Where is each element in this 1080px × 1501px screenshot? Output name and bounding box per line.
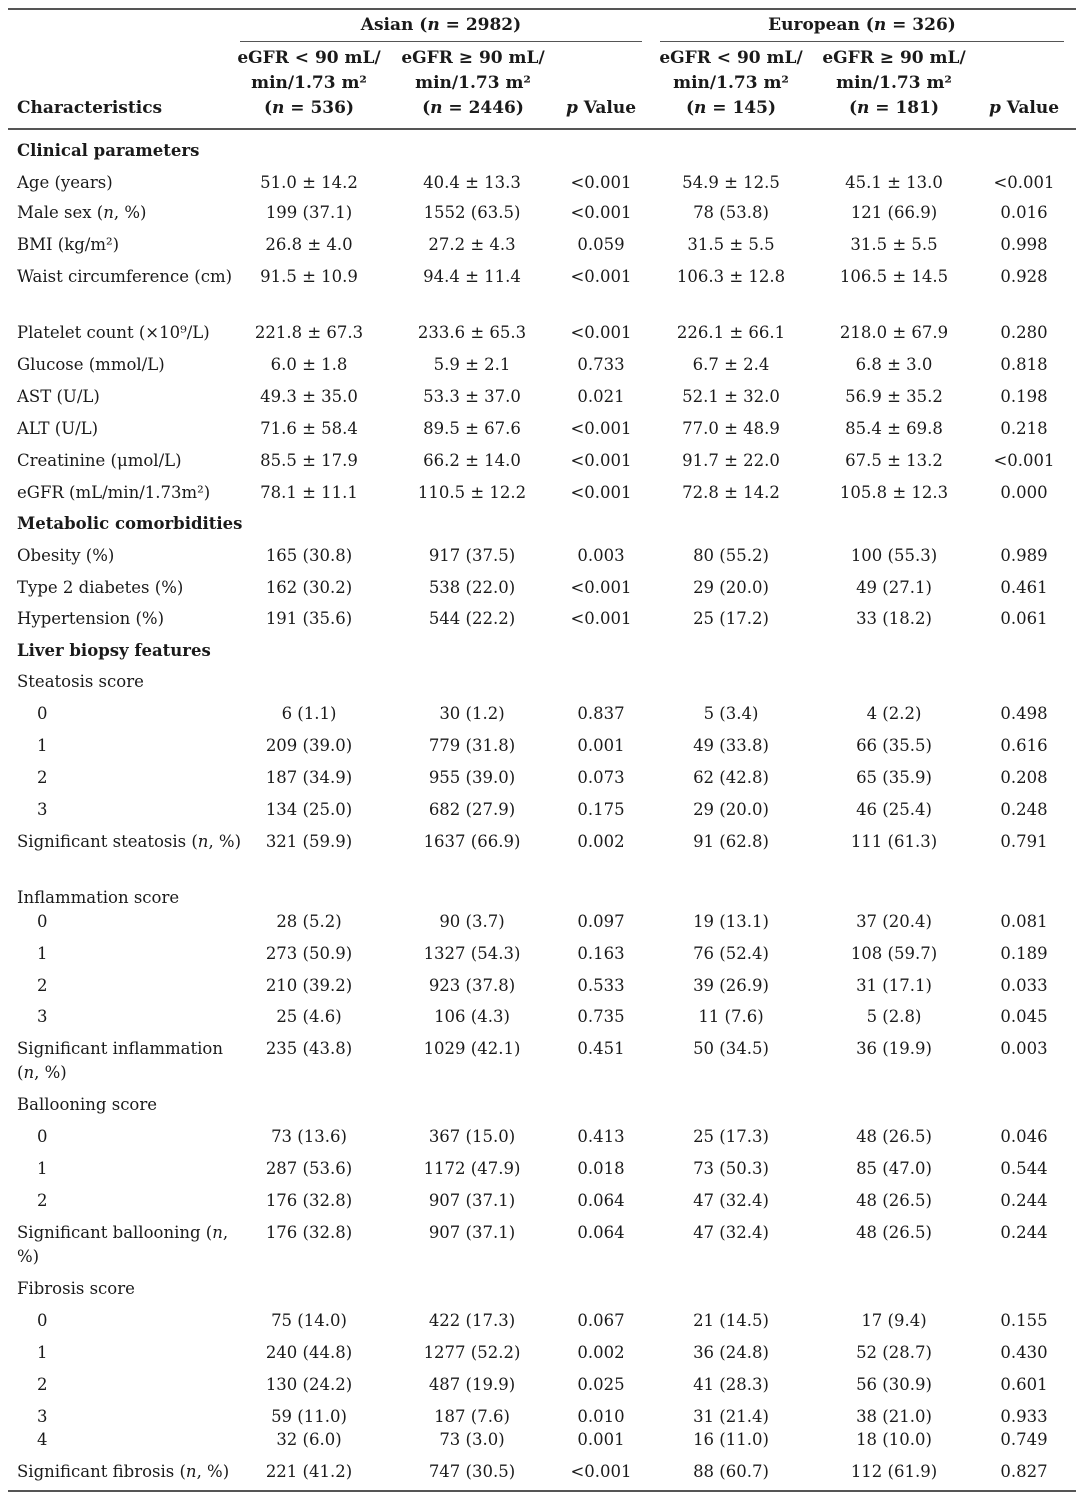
- cell-asian-lt90: 221 (41.2): [265, 1462, 353, 1481]
- cell-asian-lt90: 321 (59.9): [265, 832, 353, 851]
- cell-european-ge90: 85 (47.0): [856, 1159, 932, 1178]
- row-label: Steatosis score: [17, 672, 144, 691]
- row-label: 3: [37, 1407, 48, 1426]
- cell-european-lt90: 6.7 ± 2.4: [692, 355, 770, 374]
- cell-asian-ge90: 1327 (54.3): [423, 944, 521, 963]
- cell-european-ge90: 36 (19.9): [856, 1039, 932, 1058]
- cell-european-pvalue: 0.244: [1000, 1191, 1048, 1210]
- cell-asian-lt90: 73 (13.6): [271, 1127, 347, 1146]
- cell-european-pvalue: 0.601: [1000, 1375, 1048, 1394]
- col-header-asian-pvalue: p Value: [565, 98, 637, 118]
- cell-european-ge90: 45.1 ± 13.0: [845, 173, 943, 192]
- cell-european-pvalue: 0.033: [1000, 976, 1048, 995]
- cell-european-ge90: 112 (61.9): [850, 1462, 938, 1481]
- cell-european-ge90: 4 (2.2): [866, 704, 922, 723]
- cell-asian-lt90: 75 (14.0): [271, 1311, 347, 1330]
- row-label: 0: [37, 1311, 48, 1330]
- cell-european-pvalue: 0.818: [1000, 355, 1048, 374]
- cell-european-ge90: 48 (26.5): [856, 1223, 932, 1242]
- col-header-european-lt90: [650, 46, 812, 121]
- cell-asian-ge90: 66.2 ± 14.0: [423, 451, 521, 470]
- cell-asian-ge90: 1637 (66.9): [423, 832, 521, 851]
- cell-european-pvalue: 0.544: [1000, 1159, 1048, 1178]
- cell-asian-pvalue: 0.064: [577, 1191, 625, 1210]
- cell-asian-pvalue: <0.001: [570, 451, 632, 470]
- row-label: 1: [37, 1159, 48, 1178]
- row-label: Ballooning score: [17, 1095, 158, 1114]
- cell-asian-pvalue: 0.002: [577, 832, 625, 851]
- cell-asian-ge90: 73 (3.0): [439, 1430, 505, 1449]
- cell-asian-pvalue: 0.533: [577, 976, 625, 995]
- row-label: 2: [37, 768, 48, 787]
- cell-asian-ge90: 53.3 ± 37.0: [423, 387, 521, 406]
- cell-european-ge90: 56 (30.9): [856, 1375, 932, 1394]
- row-label: 1: [37, 944, 48, 963]
- row-label: 4: [37, 1430, 48, 1449]
- row-label: 3: [37, 1007, 48, 1026]
- cell-european-ge90: 108 (59.7): [850, 944, 938, 963]
- cell-asian-lt90: 240 (44.8): [265, 1343, 353, 1362]
- cell-european-pvalue: 0.198: [1000, 387, 1048, 406]
- row-label: Platelet count (×10⁹/L): [17, 323, 210, 342]
- row-label: AST (U/L): [17, 387, 100, 406]
- table-top-rule: [8, 8, 1076, 10]
- cell-european-lt90: 76 (52.4): [693, 944, 769, 963]
- cell-european-lt90: 91.7 ± 22.0: [682, 451, 780, 470]
- cell-european-lt90: 47 (32.4): [693, 1223, 769, 1242]
- cell-european-pvalue: 0.749: [1000, 1430, 1048, 1449]
- header-bottom-rule: [8, 128, 1076, 130]
- row-label: Significant steatosis (n, %): [17, 832, 242, 851]
- col-header-n: (n = 181): [848, 98, 940, 118]
- row-label: Fibrosis score: [17, 1279, 135, 1298]
- cell-european-lt90: 25 (17.3): [693, 1127, 769, 1146]
- col-header-line2: min/1.73 m²: [251, 73, 367, 93]
- cell-european-lt90: 47 (32.4): [693, 1191, 769, 1210]
- cell-asian-ge90: 538 (22.0): [428, 578, 516, 597]
- row-label: eGFR (mL/min/1.73m²): [17, 483, 211, 502]
- cell-european-ge90: 49 (27.1): [856, 578, 932, 597]
- cell-asian-pvalue: 0.021: [577, 387, 625, 406]
- cell-asian-pvalue: 0.059: [577, 235, 625, 254]
- section-title: Liver biopsy features: [17, 641, 211, 660]
- cell-european-pvalue: 0.616: [1000, 736, 1048, 755]
- cell-european-ge90: 5 (2.8): [866, 1007, 922, 1026]
- row-label: 2: [37, 976, 48, 995]
- cell-european-pvalue: 0.248: [1000, 800, 1048, 819]
- cell-european-ge90: 67.5 ± 13.2: [845, 451, 943, 470]
- cell-european-lt90: 31.5 ± 5.5: [687, 235, 775, 254]
- cell-asian-ge90: 682 (27.9): [428, 800, 516, 819]
- cell-asian-ge90: 233.6 ± 65.3: [417, 323, 527, 342]
- cell-asian-lt90: 235 (43.8): [265, 1039, 353, 1058]
- cell-asian-ge90: 917 (37.5): [428, 546, 516, 565]
- cell-european-lt90: 52.1 ± 32.0: [682, 387, 780, 406]
- cell-asian-lt90: 32 (6.0): [276, 1430, 342, 1449]
- cell-asian-ge90: 1277 (52.2): [423, 1343, 521, 1362]
- cell-asian-pvalue: 0.413: [577, 1127, 625, 1146]
- cell-european-pvalue: 0.000: [1000, 483, 1048, 502]
- row-label: Hypertension (%): [17, 609, 165, 628]
- cell-asian-ge90: 367 (15.0): [428, 1127, 516, 1146]
- cell-european-pvalue: 0.045: [1000, 1007, 1048, 1026]
- cell-asian-pvalue: 0.097: [577, 912, 625, 931]
- cell-european-ge90: 38 (21.0): [856, 1407, 932, 1426]
- cell-european-pvalue: 0.933: [1000, 1407, 1048, 1426]
- row-label: Significant fibrosis (n, %): [17, 1462, 230, 1481]
- cell-european-pvalue: 0.280: [1000, 323, 1048, 342]
- cell-european-ge90: 17 (9.4): [861, 1311, 927, 1330]
- cell-european-pvalue: <0.001: [993, 173, 1055, 192]
- cell-asian-pvalue: <0.001: [570, 483, 632, 502]
- cell-asian-ge90: 907 (37.1): [428, 1223, 516, 1242]
- cell-asian-ge90: 27.2 ± 4.3: [428, 235, 516, 254]
- cell-asian-ge90: 923 (37.8): [428, 976, 516, 995]
- cell-asian-pvalue: 0.451: [577, 1039, 625, 1058]
- group-underline-asian: [240, 41, 642, 42]
- cell-asian-ge90: 1172 (47.9): [423, 1159, 521, 1178]
- cell-asian-lt90: 221.8 ± 67.3: [254, 323, 364, 342]
- cell-european-ge90: 31.5 ± 5.5: [850, 235, 938, 254]
- cell-asian-lt90: 130 (24.2): [265, 1375, 353, 1394]
- row-label: 1: [37, 1343, 48, 1362]
- cell-european-pvalue: 0.046: [1000, 1127, 1048, 1146]
- cell-asian-lt90: 209 (39.0): [265, 736, 353, 755]
- cell-asian-pvalue: <0.001: [570, 609, 632, 628]
- cell-asian-ge90: 40.4 ± 13.3: [423, 173, 521, 192]
- cell-asian-pvalue: 0.064: [577, 1223, 625, 1242]
- cell-asian-pvalue: 0.001: [577, 736, 625, 755]
- col-header-line1: eGFR < 90 mL/: [237, 48, 381, 68]
- row-label: BMI (kg/m²): [17, 235, 120, 254]
- cell-asian-ge90: 955 (39.0): [428, 768, 516, 787]
- cell-european-pvalue: 0.461: [1000, 578, 1048, 597]
- cell-asian-lt90: 210 (39.2): [265, 976, 353, 995]
- cell-european-lt90: 41 (28.3): [693, 1375, 769, 1394]
- col-header-n: (n = 145): [685, 98, 777, 118]
- cell-european-ge90: 46 (25.4): [856, 800, 932, 819]
- cell-asian-lt90: 78.1 ± 11.1: [260, 483, 358, 502]
- cell-european-pvalue: 0.155: [1000, 1311, 1048, 1330]
- cell-asian-ge90: 544 (22.2): [428, 609, 516, 628]
- cell-asian-pvalue: 0.003: [577, 546, 625, 565]
- cell-european-ge90: 218.0 ± 67.9: [839, 323, 949, 342]
- row-label: Creatinine (μmol/L): [17, 451, 182, 470]
- cell-european-lt90: 88 (60.7): [693, 1462, 769, 1481]
- row-label: 2: [37, 1191, 48, 1210]
- row-label: Obesity (%): [17, 546, 115, 565]
- cell-asian-pvalue: 0.735: [577, 1007, 625, 1026]
- cell-asian-lt90: 59 (11.0): [271, 1407, 347, 1426]
- cell-asian-pvalue: <0.001: [570, 1462, 632, 1481]
- cell-asian-ge90: 487 (19.9): [428, 1375, 516, 1394]
- cell-european-pvalue: 0.218: [1000, 419, 1048, 438]
- cell-asian-pvalue: 0.837: [577, 704, 625, 723]
- cell-asian-ge90: 110.5 ± 12.2: [417, 483, 527, 502]
- cell-asian-ge90: 1029 (42.1): [423, 1039, 521, 1058]
- cell-european-pvalue: 0.016: [1000, 203, 1048, 222]
- cell-asian-ge90: 779 (31.8): [428, 736, 516, 755]
- cell-european-ge90: 106.5 ± 14.5: [839, 267, 949, 286]
- cell-asian-ge90: 90 (3.7): [439, 912, 505, 931]
- cell-european-lt90: 29 (20.0): [693, 578, 769, 597]
- cell-european-lt90: 49 (33.8): [693, 736, 769, 755]
- row-label: 0: [37, 704, 48, 723]
- row-label: Inflammation score: [17, 888, 180, 907]
- cell-european-ge90: 48 (26.5): [856, 1191, 932, 1210]
- cell-european-ge90: 100 (55.3): [850, 546, 938, 565]
- cell-asian-pvalue: 0.733: [577, 355, 625, 374]
- cell-european-ge90: 48 (26.5): [856, 1127, 932, 1146]
- cell-asian-lt90: 162 (30.2): [265, 578, 353, 597]
- cell-european-lt90: 31 (21.4): [693, 1407, 769, 1426]
- row-label: Significant inflammation (n, %): [17, 1039, 223, 1082]
- cell-european-pvalue: 0.081: [1000, 912, 1048, 931]
- row-label: Male sex (n, %): [17, 203, 147, 222]
- cell-european-lt90: 25 (17.2): [693, 609, 769, 628]
- cell-asian-lt90: 6.0 ± 1.8: [270, 355, 348, 374]
- col-header-line2: min/1.73 m²: [673, 73, 789, 93]
- cell-european-ge90: 111 (61.3): [850, 832, 938, 851]
- row-label: ALT (U/L): [17, 419, 99, 438]
- cell-asian-pvalue: 0.175: [577, 800, 625, 819]
- cell-asian-pvalue: 0.067: [577, 1311, 625, 1330]
- group-header-european: European (n = 326): [768, 15, 956, 35]
- cell-asian-lt90: 28 (5.2): [276, 912, 342, 931]
- cell-european-ge90: 105.8 ± 12.3: [839, 483, 949, 502]
- cell-asian-lt90: 26.8 ± 4.0: [265, 235, 353, 254]
- cell-european-ge90: 121 (66.9): [850, 203, 938, 222]
- cell-european-lt90: 21 (14.5): [693, 1311, 769, 1330]
- cell-asian-pvalue: <0.001: [570, 578, 632, 597]
- col-header-n: (n = 2446): [422, 98, 524, 118]
- cell-european-ge90: 65 (35.9): [856, 768, 932, 787]
- cell-asian-lt90: 191 (35.6): [265, 609, 353, 628]
- cell-asian-lt90: 287 (53.6): [265, 1159, 353, 1178]
- row-label: Age (years): [17, 173, 113, 192]
- cell-european-lt90: 36 (24.8): [693, 1343, 769, 1362]
- col-header-asian-ge90: [392, 46, 554, 121]
- row-label: 0: [37, 1127, 48, 1146]
- cell-european-ge90: 31 (17.1): [856, 976, 932, 995]
- cell-asian-pvalue: <0.001: [570, 323, 632, 342]
- group-header-asian: Asian (n = 2982): [360, 15, 522, 35]
- cell-european-pvalue: 0.928: [1000, 267, 1048, 286]
- cell-asian-lt90: 187 (34.9): [265, 768, 353, 787]
- cell-asian-pvalue: 0.001: [577, 1430, 625, 1449]
- cell-asian-lt90: 6 (1.1): [281, 704, 337, 723]
- cell-european-ge90: 52 (28.7): [856, 1343, 932, 1362]
- cell-european-ge90: 56.9 ± 35.2: [845, 387, 943, 406]
- cell-asian-lt90: 91.5 ± 10.9: [260, 267, 358, 286]
- section-title: Metabolic comorbidities: [17, 514, 243, 533]
- table-bottom-rule: [8, 1490, 1076, 1492]
- row-label: Significant ballooning (n, %): [17, 1223, 229, 1266]
- cell-european-lt90: 226.1 ± 66.1: [676, 323, 786, 342]
- cell-asian-pvalue: <0.001: [570, 419, 632, 438]
- cell-asian-ge90: 1552 (63.5): [423, 203, 521, 222]
- cell-european-lt90: 91 (62.8): [693, 832, 769, 851]
- cell-european-pvalue: 0.430: [1000, 1343, 1048, 1362]
- row-label: 1: [37, 736, 48, 755]
- cell-asian-pvalue: <0.001: [570, 173, 632, 192]
- cell-asian-lt90: 49.3 ± 35.0: [260, 387, 358, 406]
- cell-asian-pvalue: 0.025: [577, 1375, 625, 1394]
- cell-asian-pvalue: 0.073: [577, 768, 625, 787]
- cell-asian-lt90: 199 (37.1): [265, 203, 353, 222]
- col-header-line2: min/1.73 m²: [836, 73, 952, 93]
- cell-asian-ge90: 5.9 ± 2.1: [433, 355, 511, 374]
- cell-asian-ge90: 94.4 ± 11.4: [423, 267, 521, 286]
- cell-european-ge90: 37 (20.4): [856, 912, 932, 931]
- cell-european-pvalue: 0.208: [1000, 768, 1048, 787]
- cell-asian-ge90: 747 (30.5): [428, 1462, 516, 1481]
- row-label: Waist circumference (cm): [17, 267, 233, 286]
- cell-european-pvalue: 0.244: [1000, 1223, 1048, 1242]
- cell-european-lt90: 29 (20.0): [693, 800, 769, 819]
- cell-european-pvalue: 0.998: [1000, 235, 1048, 254]
- cell-european-lt90: 77.0 ± 48.9: [682, 419, 780, 438]
- col-header-n: (n = 536): [263, 98, 355, 118]
- cell-asian-lt90: 176 (32.8): [265, 1191, 353, 1210]
- cell-european-lt90: 62 (42.8): [693, 768, 769, 787]
- cell-european-lt90: 16 (11.0): [693, 1430, 769, 1449]
- cell-asian-lt90: 134 (25.0): [265, 800, 353, 819]
- cell-european-ge90: 66 (35.5): [856, 736, 932, 755]
- row-label: 3: [37, 800, 48, 819]
- cell-asian-ge90: 30 (1.2): [439, 704, 505, 723]
- cell-asian-pvalue: <0.001: [570, 267, 632, 286]
- cell-asian-ge90: 89.5 ± 67.6: [423, 419, 521, 438]
- cell-asian-lt90: 85.5 ± 17.9: [260, 451, 358, 470]
- cell-asian-lt90: 51.0 ± 14.2: [260, 173, 358, 192]
- cell-asian-ge90: 907 (37.1): [428, 1191, 516, 1210]
- col-header-characteristics: Characteristics: [17, 98, 163, 118]
- cell-european-lt90: 54.9 ± 12.5: [682, 173, 780, 192]
- col-header-asian-lt90: [228, 46, 390, 121]
- cell-european-lt90: 72.8 ± 14.2: [682, 483, 780, 502]
- cell-asian-lt90: 176 (32.8): [265, 1223, 353, 1242]
- cell-european-ge90: 85.4 ± 69.8: [845, 419, 943, 438]
- col-header-line1: eGFR < 90 mL/: [659, 48, 803, 68]
- cell-asian-lt90: 25 (4.6): [276, 1007, 342, 1026]
- cell-asian-lt90: 273 (50.9): [265, 944, 353, 963]
- cell-european-lt90: 39 (26.9): [693, 976, 769, 995]
- col-header-european-pvalue: p Value: [988, 98, 1060, 118]
- cell-asian-ge90: 422 (17.3): [428, 1311, 516, 1330]
- cell-european-pvalue: 0.989: [1000, 546, 1048, 565]
- cell-european-lt90: 50 (34.5): [693, 1039, 769, 1058]
- cell-european-pvalue: 0.003: [1000, 1039, 1048, 1058]
- cell-asian-pvalue: 0.163: [577, 944, 625, 963]
- cell-european-lt90: 19 (13.1): [693, 912, 769, 931]
- cell-asian-pvalue: 0.018: [577, 1159, 625, 1178]
- cell-european-lt90: 80 (55.2): [693, 546, 769, 565]
- cell-european-pvalue: 0.061: [1000, 609, 1048, 628]
- col-header-line1: eGFR ≥ 90 mL/: [822, 48, 966, 68]
- cell-european-lt90: 73 (50.3): [693, 1159, 769, 1178]
- cell-european-ge90: 33 (18.2): [856, 609, 932, 628]
- row-label: Type 2 diabetes (%): [17, 578, 184, 597]
- row-label: 0: [37, 912, 48, 931]
- cell-asian-ge90: 187 (7.6): [434, 1407, 510, 1426]
- cell-european-lt90: 5 (3.4): [703, 704, 759, 723]
- col-header-line2: min/1.73 m²: [415, 73, 531, 93]
- cell-european-pvalue: <0.001: [993, 451, 1055, 470]
- cell-european-ge90: 6.8 ± 3.0: [855, 355, 933, 374]
- col-header-european-ge90: [813, 46, 975, 121]
- cell-european-pvalue: 0.498: [1000, 704, 1048, 723]
- col-header-line1: eGFR ≥ 90 mL/: [401, 48, 545, 68]
- cell-european-pvalue: 0.189: [1000, 944, 1048, 963]
- cell-european-pvalue: 0.827: [1000, 1462, 1048, 1481]
- cell-european-lt90: 106.3 ± 12.8: [676, 267, 786, 286]
- cell-asian-ge90: 106 (4.3): [434, 1007, 510, 1026]
- row-label: Glucose (mmol/L): [17, 355, 165, 374]
- cell-asian-pvalue: 0.002: [577, 1343, 625, 1362]
- cell-european-lt90: 78 (53.8): [693, 203, 769, 222]
- cell-asian-lt90: 71.6 ± 58.4: [260, 419, 358, 438]
- cell-asian-pvalue: <0.001: [570, 203, 632, 222]
- cell-european-ge90: 18 (10.0): [856, 1430, 932, 1449]
- group-underline-european: [660, 41, 1064, 42]
- cell-asian-lt90: 165 (30.8): [265, 546, 353, 565]
- cell-asian-pvalue: 0.010: [577, 1407, 625, 1426]
- cell-european-lt90: 11 (7.6): [698, 1007, 764, 1026]
- row-label: 2: [37, 1375, 48, 1394]
- section-title: Clinical parameters: [17, 141, 200, 160]
- cell-european-pvalue: 0.791: [1000, 832, 1048, 851]
